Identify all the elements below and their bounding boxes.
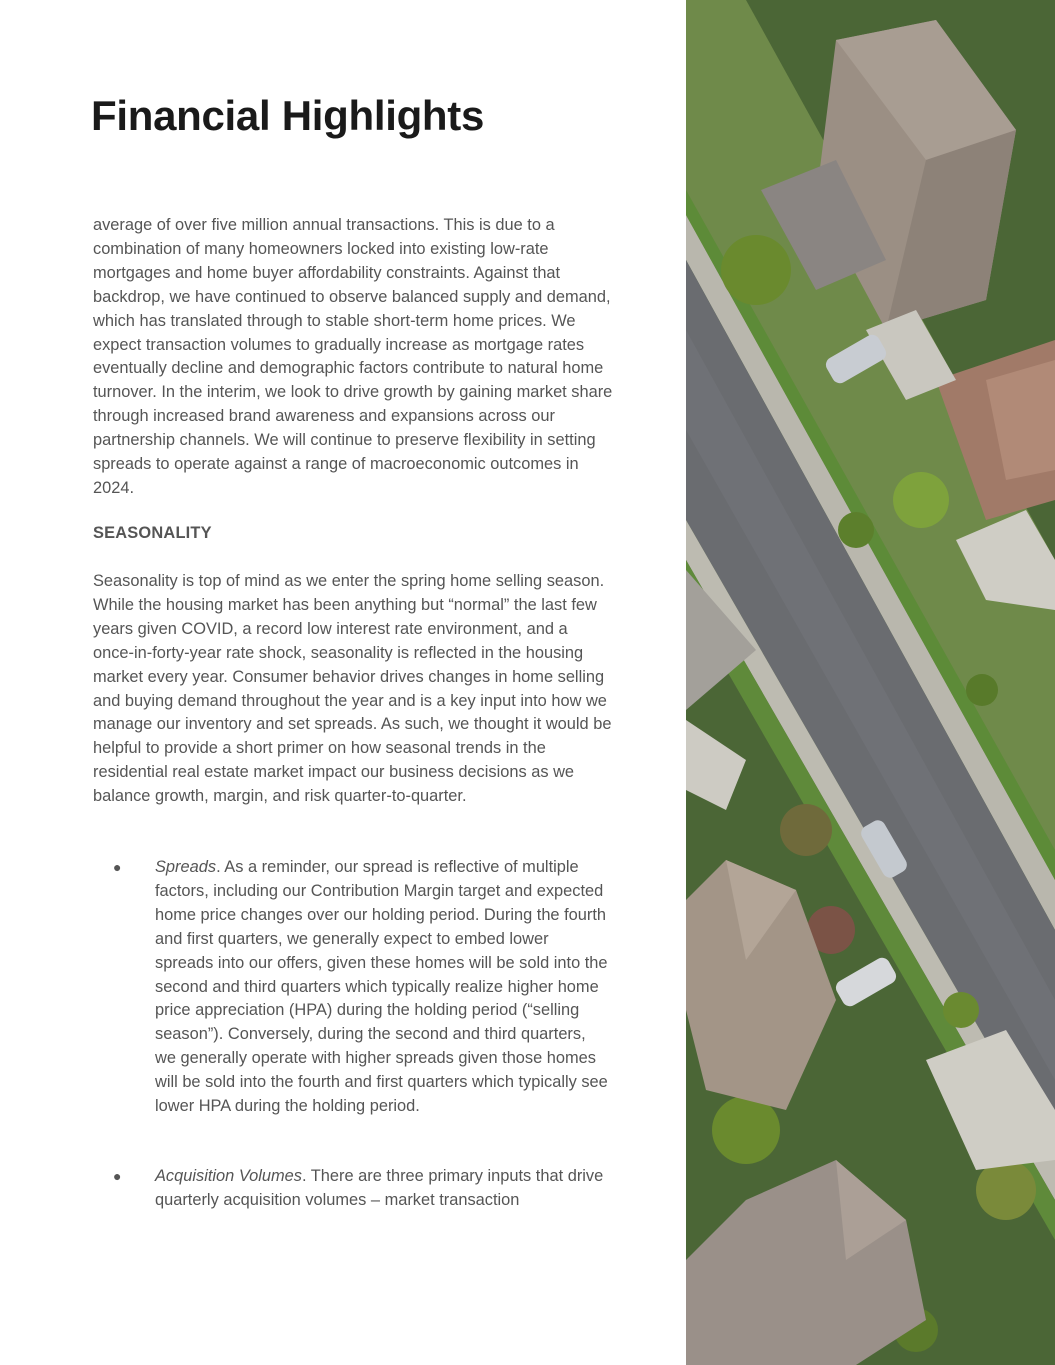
bullet-marker-icon: ● [113,859,122,875]
seasonality-paragraph: Seasonality is top of mind as we enter the spring home selling season. While the housing market has been anything but “normal” the last few years given COVID, a record low interest rate environment, and a once-in-forty-year rate shock, seasonality is reflected in the housing market every year. Consumer behavior drives changes in home selling and buying demand throughout the year and is a key input into how we manage our inventory and set spreads. As such, we thought it would be helpful to provide a short primer on how seasonal trends in the residential real estate market impact our business decisions as we balance growth, margin, and risk quarter-to-quarter. [93,572,612,806]
bullet-text [155,1165,610,1213]
bullet-term: Spreads [155,858,217,876]
aerial-photo-illustration [686,0,1055,1365]
intro-paragraph: average of over five million annual transactions. This is due to a combination of many homeowners locked into existing low-rate mortgages and home buyer affordability constraints. Against that backdrop, we have continued to observe balanced supply and demand, which has translated through to stable short-term home prices. We expect transaction volumes to gradually increase as mortgage rates eventually decline and demographic factors contribute to natural home turnover. In the interim, we look to drive growth by gaining market share through increased brand awareness and expansions across our partnership channels. We will continue to preserve flexibility in setting spreads to operate against a range of macroeconomic outcomes in 2024. [93,216,613,497]
bullet-marker-icon: ● [113,1168,122,1184]
bullet-term: Acquisition Volumes [155,1167,302,1185]
section-heading-seasonality: SEASONALITY [93,524,212,542]
aerial-neighborhood-photo [686,0,1055,1365]
bullet-body: . As a reminder, our spread is reflective of multiple factors, including our Contribution Margin target and expected home price changes over our holding period. During the fourth and first quarters, we generally expect to embed lower spreads into our offers, given these homes will be sold into the second and third quarters which typically realize higher home price appreciation (HPA) during the holding period (“selling season”). Conversely, during the second and third quarters, we generally operate with higher spreads given those homes will be sold into the fourth and first quarters which typically see lower HPA during the holding period. [155,858,608,1116]
bullet-text [155,856,610,1119]
bullet-body: . There are three primary inputs that drive quarterly acquisition volumes – market transaction [155,1167,604,1209]
page-title: Financial Highlights [91,92,485,139]
